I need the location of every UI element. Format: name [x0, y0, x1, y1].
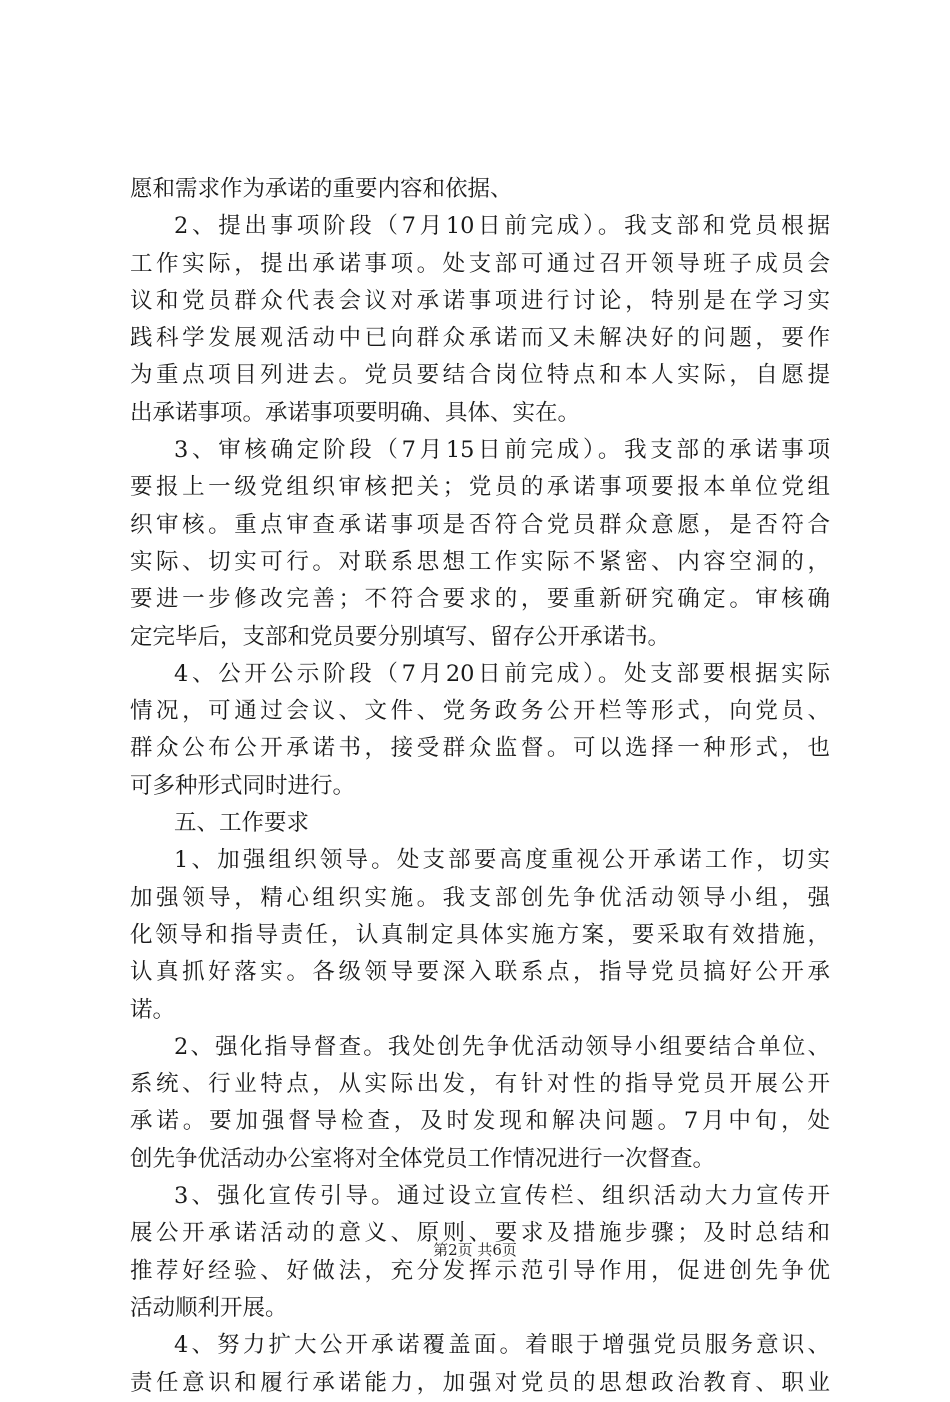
text-line: 诺。	[130, 996, 176, 1023]
text-line: 五、工作要求	[174, 810, 310, 837]
text-line: 加强领导，精心组织实施。我支部创先争优活动领导小组，强	[130, 884, 830, 911]
text-line: 4、努力扩大公开承诺覆盖面。着眼于增强党员服务意识、	[174, 1332, 830, 1359]
text-line: 承诺。要加强督导检查，及时发现和解决问题。7月中旬，处	[130, 1108, 830, 1135]
text-line: 展公开承诺活动的意义、原则、要求及措施步骤；及时总结和	[130, 1220, 830, 1247]
text-line: 3、审核确定阶段（7月15日前完成）。我支部的承诺事项	[174, 437, 830, 464]
text-line: 织审核。重点审查承诺事项是否符合党员群众意愿，是否符合	[130, 511, 830, 538]
text-line: 要进一步修改完善；不符合要求的，要重新研究确定。审核确	[130, 586, 830, 613]
text-line: 4、公开公示阶段（7月20日前完成）。处支部要根据实际	[174, 660, 830, 687]
text-line: 定完毕后，支部和党员要分别填写、留存公开承诺书。	[130, 623, 671, 650]
text-line: 实际、切实可行。对联系思想工作实际不紧密、内容空洞的，	[130, 548, 830, 575]
text-line: 推荐好经验、好做法，充分发挥示范引导作用，促进创先争优	[130, 1257, 830, 1284]
text-line: 群众公布公开承诺书，接受群众监督。可以选择一种形式，也	[130, 735, 830, 762]
text-line: 创先争优活动办公室将对全体党员工作情况进行一次督查。	[130, 1145, 716, 1172]
text-line: 认真抓好落实。各级领导要深入联系点，指导党员搞好公开承	[130, 959, 830, 986]
text-line: 可多种形式同时进行。	[130, 772, 356, 799]
text-line: 情况，可通过会议、文件、党务政务公开栏等形式，向党员、	[130, 698, 830, 725]
text-line: 出承诺事项。承诺事项要明确、具体、实在。	[130, 399, 581, 426]
text-line: 践科学发展观活动中已向群众承诺而又未解决好的问题，要作	[130, 325, 830, 352]
text-line: 系统、行业特点，从实际出发，有针对性的指导党员开展公开	[130, 1071, 830, 1098]
text-line: 2、强化指导督查。我处创先争优活动领导小组要结合单位、	[174, 1033, 830, 1060]
text-line: 1、加强组织领导。处支部要高度重视公开承诺工作，切实	[174, 847, 830, 874]
text-line: 为重点项目列进去。党员要结合岗位特点和本人实际，自愿提	[130, 362, 830, 389]
text-line: 工作实际，提出承诺事项。处支部可通过召开领导班子成员会	[130, 250, 830, 277]
text-line: 愿和需求作为承诺的重要内容和依据、	[130, 176, 513, 202]
text-line: 要报上一级党组织审核把关；党员的承诺事项要报本单位党组	[130, 474, 830, 501]
page-footer: 第2页 共6页	[433, 1241, 517, 1259]
text-line: 责任意识和履行承诺能力，加强对党员的思想政治教育、职业	[130, 1369, 830, 1396]
text-line: 3、强化宣传引导。通过设立宣传栏、组织活动大力宣传开	[174, 1183, 830, 1210]
text-line: 议和党员群众代表会议对承诺事项进行讨论，特别是在学习实	[130, 287, 830, 314]
document-body	[130, 171, 830, 1402]
text-line: 化领导和指导责任，认真制定具体实施方案，要采取有效措施，	[130, 921, 830, 948]
text-line: 2、提出事项阶段（7月10日前完成）。我支部和党员根据	[174, 213, 830, 240]
text-line: 活动顺利开展。	[130, 1294, 288, 1321]
